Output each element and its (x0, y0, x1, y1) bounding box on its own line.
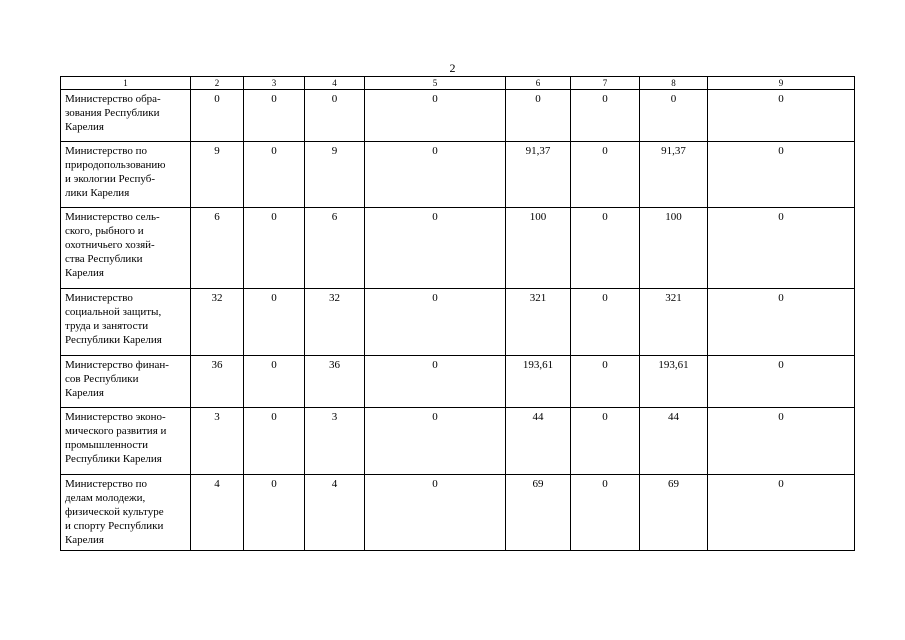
value-cell: 0 (244, 475, 305, 551)
ministry-name-line: делам молодежи, (65, 492, 146, 504)
value-cell: 0 (571, 90, 640, 142)
value-cell: 69 (506, 475, 571, 551)
value-cell: 3 (305, 408, 365, 475)
column-header: 8 (640, 77, 708, 90)
ministry-name-line: ского, рыбного и (65, 225, 144, 237)
ministry-name-line: физической культуре (65, 506, 164, 518)
column-header: 7 (571, 77, 640, 90)
ministry-name-cell (61, 142, 191, 208)
ministry-name-line: Карелия (65, 267, 104, 279)
table-row (61, 475, 855, 551)
value-cell: 0 (365, 475, 506, 551)
value-cell: 193,61 (640, 356, 708, 408)
ministry-name-line: природопользованию (65, 159, 166, 171)
value-cell: 32 (305, 289, 365, 356)
ministry-name-line: лики Карелия (65, 187, 130, 199)
ministry-name-cell (61, 289, 191, 356)
ministry-name-line: ства Республики (65, 253, 143, 265)
value-cell: 91,37 (640, 142, 708, 208)
ministry-name-line: Министерство по (65, 145, 147, 157)
value-cell: 0 (708, 208, 855, 289)
value-cell: 321 (640, 289, 708, 356)
value-cell: 44 (640, 408, 708, 475)
ministry-name-line: Министерство сель- (65, 211, 160, 223)
table-row (61, 408, 855, 475)
ministry-name-line: труда и занятости (65, 320, 149, 332)
value-cell: 321 (506, 289, 571, 356)
value-cell: 9 (191, 142, 244, 208)
value-cell: 4 (191, 475, 244, 551)
ministry-name-line: мического развития и (65, 425, 167, 437)
ministry-name-line: Республики Карелия (65, 334, 162, 346)
value-cell: 0 (571, 408, 640, 475)
value-cell: 0 (244, 208, 305, 289)
report-table (60, 76, 855, 551)
value-cell: 0 (191, 90, 244, 142)
value-cell: 0 (506, 90, 571, 142)
value-cell: 100 (640, 208, 708, 289)
table-row (61, 289, 855, 356)
value-cell: 0 (244, 142, 305, 208)
value-cell: 4 (305, 475, 365, 551)
value-cell: 0 (365, 289, 506, 356)
value-cell: 0 (708, 408, 855, 475)
value-cell: 69 (640, 475, 708, 551)
value-cell: 0 (244, 289, 305, 356)
value-cell: 0 (571, 289, 640, 356)
value-cell: 0 (708, 475, 855, 551)
table-header-row (61, 77, 855, 90)
column-header: 4 (305, 77, 365, 90)
value-cell: 0 (571, 356, 640, 408)
ministry-name-cell (61, 90, 191, 142)
value-cell: 0 (708, 356, 855, 408)
table-row (61, 208, 855, 289)
ministry-name-cell (61, 408, 191, 475)
table-row (61, 142, 855, 208)
value-cell: 0 (571, 142, 640, 208)
value-cell: 0 (708, 142, 855, 208)
value-cell: 100 (506, 208, 571, 289)
ministry-name-cell (61, 475, 191, 551)
ministry-name-line: Карелия (65, 387, 104, 399)
ministry-name-line: зования Республики (65, 107, 160, 119)
value-cell: 0 (365, 142, 506, 208)
ministry-name-line: сов Республики (65, 373, 139, 385)
value-cell: 91,37 (506, 142, 571, 208)
ministry-name-line: и спорту Республики (65, 520, 164, 532)
value-cell: 0 (365, 90, 506, 142)
value-cell: 0 (244, 408, 305, 475)
value-cell: 0 (365, 356, 506, 408)
value-cell: 0 (244, 90, 305, 142)
ministry-name-line: Министерство (65, 292, 133, 304)
ministry-name-line: Министерство обра- (65, 93, 161, 105)
value-cell: 9 (305, 142, 365, 208)
ministry-name-line: и экологии Респуб- (65, 173, 156, 185)
value-cell: 0 (708, 90, 855, 142)
value-cell: 193,61 (506, 356, 571, 408)
value-cell: 0 (365, 408, 506, 475)
value-cell: 0 (365, 208, 506, 289)
ministry-name-cell (61, 208, 191, 289)
ministry-name-line: Карелия (65, 534, 104, 546)
value-cell: 0 (708, 289, 855, 356)
value-cell: 0 (571, 475, 640, 551)
value-cell: 0 (571, 208, 640, 289)
value-cell: 6 (191, 208, 244, 289)
value-cell: 36 (191, 356, 244, 408)
value-cell: 0 (305, 90, 365, 142)
page-number: 2 (449, 61, 456, 75)
column-header: 2 (191, 77, 244, 90)
column-header: 3 (244, 77, 305, 90)
value-cell: 0 (244, 356, 305, 408)
ministry-name-line: социальной защиты, (65, 306, 162, 318)
table-row (61, 90, 855, 142)
table-row (61, 356, 855, 408)
column-header: 1 (61, 77, 191, 90)
ministry-name-cell (61, 356, 191, 408)
column-header: 5 (365, 77, 506, 90)
column-header: 9 (708, 77, 855, 90)
ministry-name-line: охотничьего хозяй- (65, 239, 155, 251)
ministry-name-line: Министерство по (65, 478, 147, 490)
ministry-name-line: Республики Карелия (65, 453, 162, 465)
ministry-name-line: промышленности (65, 439, 148, 451)
value-cell: 3 (191, 408, 244, 475)
ministry-name-line: Министерство эконо- (65, 411, 166, 423)
value-cell: 0 (640, 90, 708, 142)
ministry-name-line: Карелия (65, 121, 104, 133)
column-header: 6 (506, 77, 571, 90)
value-cell: 36 (305, 356, 365, 408)
value-cell: 32 (191, 289, 244, 356)
ministry-name-line: Министерство финан- (65, 359, 169, 371)
value-cell: 44 (506, 408, 571, 475)
value-cell: 6 (305, 208, 365, 289)
